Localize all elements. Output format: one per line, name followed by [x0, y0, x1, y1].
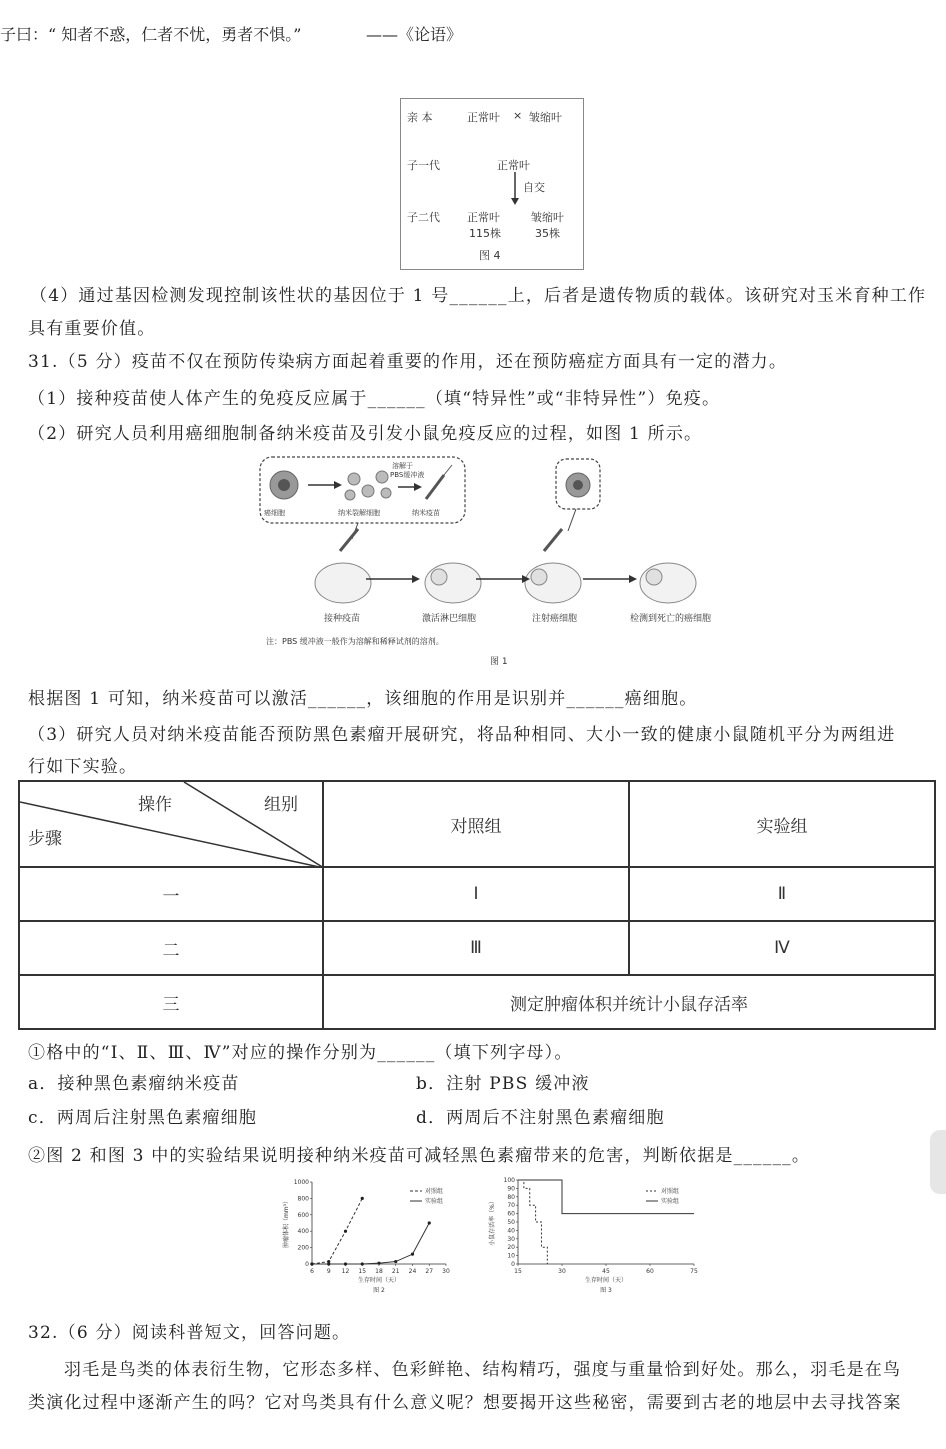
- step-cell: 三: [19, 975, 323, 1029]
- lysed-fragment-icon: [348, 473, 360, 485]
- q31-part3-line1: （3）研究人员对纳米疫苗能否预防黑色素瘤开展研究，将品种相同、大小一致的健康小鼠随机平分为两组进: [28, 725, 896, 745]
- y-tick-label: 40: [507, 1227, 515, 1235]
- data-point: [361, 1262, 364, 1265]
- header-group: 组别: [264, 795, 298, 815]
- fig4-caption: 图 4: [479, 249, 501, 262]
- x-tick-label: 24: [408, 1268, 417, 1275]
- x-tick-label: 30: [442, 1268, 450, 1275]
- series-line-experimental: [312, 1223, 429, 1264]
- q4-line2: 具有重要价值。: [28, 319, 156, 339]
- x-tick-label: 6: [310, 1268, 314, 1275]
- figure-2-chart: [278, 1174, 458, 1306]
- table-row: [19, 921, 935, 975]
- x-tick-label: 12: [341, 1268, 350, 1275]
- fig1-step4: 检测到死亡的癌细胞: [630, 614, 712, 624]
- fig1-dissolve-a: 溶解于: [392, 462, 413, 470]
- fig4-row3-label: 子二代: [407, 211, 440, 224]
- y-axis-label: 肿瘤体积（mm³）: [283, 1197, 290, 1249]
- y-tick-label: 70: [507, 1202, 515, 1210]
- y-tick-label: 80: [507, 1193, 515, 1201]
- fig1-arrow-c-head-icon: [412, 575, 420, 583]
- legend-label-experimental: 实验组: [661, 1198, 680, 1205]
- merged-cell: 测定肿瘤体积并统计小鼠存活率: [323, 975, 935, 1029]
- dead-cancer-cell-icon: [646, 569, 662, 585]
- header-experimental: 实验组: [629, 781, 935, 867]
- fig1-step2: 激活淋巴细胞: [422, 614, 477, 624]
- sub-question-2: ②图 2 和图 3 中的实验结果说明接种纳米疫苗可减轻黑色素瘤带来的危害，判断依据是______。: [28, 1146, 811, 1166]
- lysed-fragment-icon: [345, 490, 355, 500]
- fig4-row3-left-count: 115株: [469, 227, 501, 240]
- cancer-cell-nucleus-icon: [278, 479, 290, 491]
- chart-caption: 图 2: [373, 1287, 385, 1294]
- data-point: [361, 1197, 364, 1200]
- table-row: [19, 975, 935, 1029]
- fig4-row3-right: 皱缩叶: [531, 211, 564, 224]
- q31-title: 31.（5 分）疫苗不仅在预防传染病方面起着重要的作用，还在预防癌症方面具有一定的潜力。: [28, 352, 788, 372]
- sub-question-1: ①格中的“Ⅰ、Ⅱ、Ⅲ、Ⅳ”对应的操作分别为______（填下列字母）。: [28, 1043, 573, 1063]
- header-op: 操作: [138, 795, 172, 815]
- y-tick-label: 800: [297, 1195, 309, 1203]
- fig4-row1-label: 亲 本: [407, 111, 433, 124]
- fig1-cell3: 纳米疫苗: [412, 509, 440, 517]
- lymphocyte-icon: [531, 569, 547, 585]
- fig1-cell1: 癌细胞: [264, 509, 285, 517]
- y-tick-label: 20: [507, 1244, 515, 1252]
- series-line-control: [312, 1198, 362, 1264]
- y-axis-label: 小鼠存活率（%）: [489, 1198, 496, 1246]
- data-point: [344, 1230, 347, 1233]
- data-point: [428, 1221, 431, 1224]
- fig1-arrow-a-head-icon: [334, 481, 342, 489]
- y-tick-label: 30: [507, 1235, 515, 1243]
- x-tick-label: 9: [326, 1268, 331, 1275]
- x-axis-label: 生存时间（天）: [357, 1277, 401, 1284]
- fig4-row3-left: 正常叶: [467, 211, 500, 224]
- series-line-control: [518, 1180, 547, 1264]
- x-tick-label: 75: [690, 1268, 698, 1275]
- q31-part2: （2）研究人员利用癌细胞制备纳米疫苗及引发小鼠免疫反应的过程，如图 1 所示。: [28, 424, 703, 444]
- fig1-step3: 注射癌细胞: [532, 614, 578, 624]
- legend-label-experimental: 实验组: [425, 1198, 444, 1205]
- fig4-row2-center: 正常叶: [497, 159, 530, 172]
- fig4-row2-label: 子一代: [407, 159, 440, 172]
- data-point: [377, 1262, 380, 1265]
- series-line-experimental: [518, 1180, 694, 1214]
- option-d: d．两周后不注射黑色素瘤细胞: [416, 1108, 665, 1128]
- fig1-arrow-b-head-icon: [414, 483, 422, 491]
- option-c: c．两周后注射黑色素瘤细胞: [28, 1108, 258, 1128]
- control-cell: Ⅲ: [323, 921, 629, 975]
- experimental-cell: Ⅱ: [629, 867, 935, 921]
- fig4-arrow-down-icon: [509, 172, 521, 206]
- y-tick-label: 1000: [293, 1179, 309, 1186]
- syringe-needle-icon: [444, 465, 452, 475]
- fig1-question: 根据图 1 可知，纳米疫苗可以激活______，该细胞的作用是识别并______癌细胞。: [28, 689, 698, 709]
- mouse-icon: [315, 563, 371, 603]
- fig4-selfing: 自交: [523, 181, 545, 194]
- x-tick-label: 15: [358, 1268, 367, 1275]
- legend-label-control: 对照组: [425, 1188, 444, 1195]
- figure-1: [258, 455, 738, 670]
- fig4-row1-left: 正常叶: [467, 111, 500, 124]
- fig4-row1-right: 皱缩叶: [529, 111, 562, 124]
- header-control: 对照组: [323, 781, 629, 867]
- step-cell: 一: [19, 867, 323, 921]
- y-tick-label: 600: [297, 1211, 309, 1219]
- lysed-fragment-icon: [362, 485, 374, 497]
- y-tick-label: 60: [507, 1210, 515, 1218]
- chart-caption: 图 3: [600, 1287, 612, 1294]
- y-tick-label: 10: [507, 1252, 515, 1260]
- data-point: [344, 1262, 347, 1265]
- q31-part1: （1）接种疫苗使人体产生的免疫反应属于______（填“特异性”或“非特异性”）免疫。: [28, 389, 721, 409]
- data-point: [394, 1260, 397, 1263]
- fig1-note: 注：PBS 缓冲液一般作为溶解和稀释试剂的溶剂。: [266, 637, 444, 646]
- syringe-icon: [426, 475, 444, 499]
- syringe-icon: [340, 529, 358, 551]
- scrollbar-handle[interactable]: [930, 1130, 946, 1194]
- lysed-fragment-icon: [376, 471, 388, 483]
- fig1-caption: 图 1: [490, 657, 508, 667]
- step-cell: 二: [19, 921, 323, 975]
- legend-label-control: 对照组: [661, 1188, 680, 1195]
- fig1-step1: 接种疫苗: [324, 614, 361, 624]
- data-point: [310, 1262, 313, 1265]
- fig1-arrow-e-head-icon: [629, 575, 637, 583]
- fig1-callout-pointer: [568, 509, 576, 531]
- table-row: [19, 867, 935, 921]
- y-tick-label: 90: [507, 1185, 515, 1193]
- q32-title: 32.（6 分）阅读科普短文，回答问题。: [28, 1323, 351, 1343]
- paragraph-line2: 类演化过程中逐渐产生的吗？它对鸟类具有什么意义呢？想要揭开这些秘密，需要到古老的地层中去寻找答案: [28, 1393, 902, 1413]
- header-step: 步骤: [28, 829, 62, 849]
- y-tick-label: 400: [297, 1228, 309, 1236]
- option-a: a．接种黑色素瘤纳米疫苗: [28, 1074, 240, 1094]
- x-tick-label: 18: [375, 1268, 383, 1275]
- x-tick-label: 21: [391, 1268, 400, 1275]
- fig1-dissolve-b: PBS缓冲液: [390, 471, 425, 479]
- fig4-row3-right-count: 35株: [535, 227, 560, 240]
- q4-line1: （4）通过基因检测发现控制该性状的基因位于 1 号______上，后者是遗传物质的载体。该研究对玉米育种工作: [30, 286, 927, 306]
- syringe-icon: [544, 529, 562, 551]
- control-cell: Ⅰ: [323, 867, 629, 921]
- y-tick-label: 0: [511, 1261, 515, 1268]
- fig1-cell2: 纳米裂解细胞: [338, 509, 380, 517]
- option-b: b．注射 PBS 缓冲液: [416, 1074, 590, 1094]
- experimental-cell: Ⅳ: [629, 921, 935, 975]
- lysed-fragment-icon: [381, 488, 391, 498]
- y-tick-label: 0: [305, 1261, 309, 1268]
- x-tick-label: 45: [602, 1268, 610, 1275]
- lymphocyte-icon: [431, 569, 447, 585]
- q31-part3-line2: 行如下实验。: [28, 757, 138, 777]
- paragraph-line1: 羽毛是鸟类的体表衍生物，它形态多样、色彩鲜艳、结构精巧，强度与重量恰到好处。那么，羽毛是在鸟: [64, 1360, 902, 1380]
- data-point: [327, 1262, 330, 1265]
- figure-3-chart: [484, 1174, 704, 1306]
- y-tick-label: 200: [297, 1244, 309, 1252]
- quote-source: ——《论语》: [366, 25, 463, 44]
- x-tick-label: 15: [514, 1268, 522, 1275]
- x-tick-label: 27: [425, 1268, 434, 1275]
- y-tick-label: 50: [507, 1219, 515, 1226]
- data-point: [411, 1253, 414, 1256]
- x-tick-label: 60: [646, 1268, 654, 1275]
- fig4-cross: ×: [513, 109, 523, 122]
- quote-text: 子曰：“ 知者不惑，仁者不忧，勇者不惧。”: [0, 25, 302, 44]
- cancer-cell-nucleus-icon: [573, 480, 583, 490]
- y-tick-label: 100: [503, 1177, 515, 1184]
- x-tick-label: 30: [558, 1268, 566, 1275]
- experiment-table: [18, 780, 936, 1030]
- x-axis-label: 生存时间（天）: [584, 1277, 628, 1284]
- table-header-diagonal-cell: [19, 781, 323, 867]
- figure-4: [400, 98, 584, 270]
